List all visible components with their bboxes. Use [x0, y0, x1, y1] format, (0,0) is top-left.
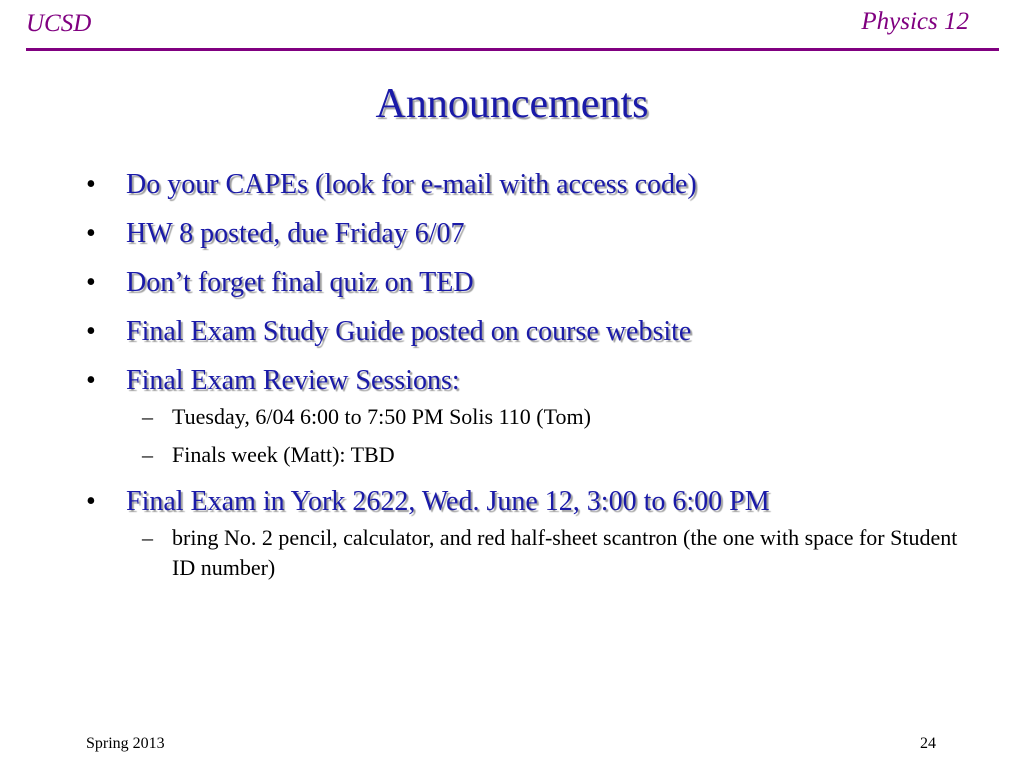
bullet-text: Don’t forget final quiz on TED: [126, 267, 474, 298]
bullet-dot-icon: •: [86, 218, 96, 249]
footer-slide-number: 24: [920, 735, 936, 752]
sub-text: bring No. 2 pencil, calculator, and red half-sheet scantron (the one with space for Student ID number): [172, 525, 958, 580]
bullet-text: HW 8 posted, due Friday 6/07: [126, 218, 465, 249]
bullet-item: [86, 266, 966, 300]
sub-dash-icon: –: [142, 442, 153, 467]
header-divider: [26, 48, 999, 51]
footer-term: Spring 2013: [86, 735, 165, 752]
sub-dash-icon: –: [142, 404, 153, 429]
sub-text: Finals week (Matt): TBD: [172, 442, 395, 467]
header-institution: UCSD: [26, 10, 92, 37]
bullet-dot-icon: •: [86, 316, 96, 347]
bullet-dot-icon: •: [86, 486, 96, 517]
sub-text: Tuesday, 6/04 6:00 to 7:50 PM Solis 110 (Tom): [172, 404, 591, 429]
bullet-item: [86, 364, 966, 470]
bullet-text: Final Exam Review Sessions:: [126, 365, 460, 396]
slide-title: Announcements: [375, 81, 649, 127]
sub-dash-icon: –: [142, 525, 153, 550]
header-course: Physics 12: [861, 8, 969, 35]
bullet-item: [86, 485, 966, 583]
bullet-item: [86, 315, 966, 349]
sub-list: [126, 402, 966, 470]
bullet-text: Final Exam in York 2622, Wed. June 12, 3:00 to 6:00 PM: [126, 486, 770, 517]
sub-item: [126, 523, 966, 583]
bullet-dot-icon: •: [86, 267, 96, 298]
bullet-dot-icon: •: [86, 169, 96, 200]
bullet-item: [86, 217, 966, 251]
bullet-text: Do your CAPEs (look for e-mail with access code): [126, 169, 697, 200]
sub-list: [126, 523, 966, 583]
sub-item: [126, 440, 966, 470]
bullet-text: Final Exam Study Guide posted on course website: [126, 316, 692, 347]
sub-item: [126, 402, 966, 432]
bullet-item: [86, 168, 966, 202]
bullet-list: [86, 168, 966, 598]
bullet-dot-icon: •: [86, 365, 96, 396]
